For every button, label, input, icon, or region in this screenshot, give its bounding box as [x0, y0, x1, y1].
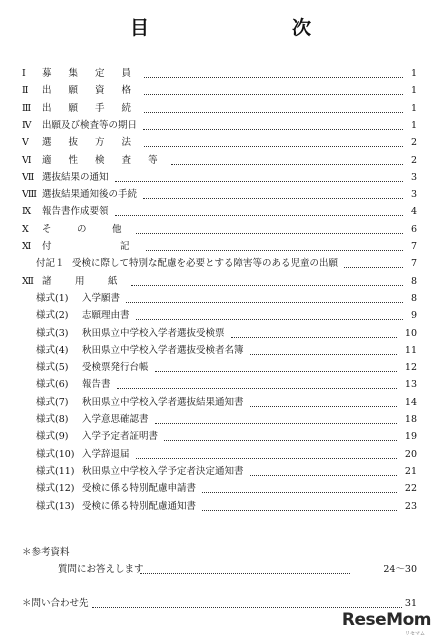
- toc-number: Ⅱ: [22, 85, 29, 97]
- dot-leader: [115, 181, 403, 182]
- toc-page: 22: [404, 483, 417, 495]
- toc-page: 9: [410, 310, 417, 322]
- toc-page: 8: [410, 275, 417, 287]
- dot-leader: [144, 112, 403, 113]
- dot-leader: [136, 458, 397, 459]
- toc-page: 1: [410, 68, 417, 79]
- toc-row: [0, 101, 441, 117]
- toc-row: [0, 412, 441, 428]
- toc-title: 入学願書: [82, 292, 121, 304]
- dot-leader: [144, 77, 403, 78]
- toc-title: 秋田県立中学校入学予定者決定通知書: [82, 465, 244, 477]
- toc-page: 20: [404, 448, 417, 460]
- toc-number: Ⅴ: [22, 137, 29, 149]
- toc-title: 諸 用 紙: [42, 275, 125, 287]
- toc-title: 秋田県立中学校入学者選抜結果通知書: [82, 396, 244, 408]
- toc-title: 出 願 手 続: [42, 102, 139, 114]
- dot-leader: [250, 354, 397, 355]
- toc-title: 選 抜 方 法: [42, 137, 139, 149]
- toc-number: 様式(4): [36, 344, 69, 356]
- toc-title: そ の 他: [42, 223, 130, 235]
- toc-page: 1: [410, 85, 417, 97]
- toc-number: 付記１: [36, 258, 65, 270]
- toc-number: Ⅸ: [22, 206, 32, 218]
- toc-page: 7: [410, 258, 417, 270]
- dot-leader: [146, 250, 403, 251]
- toc-title: 受検に係る特別配慮申請書: [82, 483, 197, 495]
- toc-row: [0, 326, 441, 342]
- toc-number: Ⅷ: [22, 189, 37, 201]
- dot-leader: [171, 164, 403, 165]
- toc-page: 7: [410, 241, 417, 252]
- dot-leader: [136, 233, 403, 234]
- toc-number: Ⅵ: [22, 154, 32, 166]
- reference-item-text: 質問にお答えします: [58, 564, 144, 575]
- dot-leader: [92, 607, 402, 608]
- toc-title: 出 願 資 格: [42, 85, 139, 97]
- toc-number: 様式(12): [36, 483, 75, 495]
- toc-number: 様式(5): [36, 362, 69, 374]
- toc-title: 適 性 検 査 等: [42, 154, 165, 166]
- toc-row: [0, 153, 441, 169]
- dot-leader: [344, 267, 403, 268]
- toc-row: [0, 170, 441, 186]
- dot-leader: [140, 573, 350, 574]
- dot-leader: [155, 423, 397, 424]
- toc-title: 入学予定者証明書: [82, 431, 159, 443]
- toc-row: [0, 256, 441, 272]
- dot-leader: [117, 388, 397, 389]
- dot-leader: [115, 215, 403, 216]
- toc-page: 13: [404, 379, 417, 391]
- toc-row: [0, 291, 441, 307]
- toc-row: [0, 447, 441, 463]
- toc-number: 様式(3): [36, 327, 69, 339]
- toc-row: [0, 239, 441, 255]
- resemom-logo-sub: リセマム: [405, 631, 425, 637]
- dot-leader: [144, 94, 403, 95]
- reference-item-page: 24～30: [383, 564, 417, 575]
- toc-title: 入学辞退届: [82, 448, 130, 460]
- toc-row: [0, 83, 441, 99]
- toc-page: 1: [410, 119, 417, 131]
- toc-row: [0, 222, 441, 238]
- toc-page: 10: [404, 327, 417, 339]
- dot-leader: [126, 302, 403, 303]
- toc-page: 11: [404, 344, 417, 356]
- toc-page: 18: [404, 414, 417, 425]
- toc-title: 秋田県立中学校入学者選抜受検票: [82, 327, 225, 339]
- dot-leader: [143, 129, 403, 130]
- dot-leader: [164, 440, 397, 441]
- toc-title: 選抜結果の通知: [42, 171, 109, 183]
- toc-title: 付 記: [42, 241, 140, 252]
- contact-heading: ＊問い合わせ先: [22, 598, 89, 609]
- toc-row: [0, 187, 441, 203]
- toc-row: [0, 499, 441, 515]
- reference-heading: ＊参考資料: [22, 547, 70, 558]
- toc-number: 様式(2): [36, 310, 69, 322]
- toc-page: 23: [404, 500, 417, 512]
- toc-row: [0, 66, 441, 82]
- contact-page: 31: [404, 598, 417, 609]
- toc-number: Ⅶ: [22, 171, 35, 183]
- dot-leader: [143, 198, 403, 199]
- toc-title: 受検票発行台帳: [82, 362, 149, 374]
- toc-row: [0, 135, 441, 151]
- toc-number: Ⅲ: [22, 102, 32, 114]
- toc-page: 3: [410, 171, 417, 183]
- toc-number: 様式(1): [36, 292, 69, 304]
- toc-number: Ⅺ: [22, 241, 32, 252]
- toc-title: 選抜結果通知後の手続: [42, 189, 138, 201]
- dot-leader: [202, 510, 397, 511]
- reference-item: [0, 562, 441, 578]
- dot-leader: [144, 146, 403, 147]
- toc-row: [0, 118, 441, 134]
- toc-title: 入学意思確認書: [82, 414, 149, 425]
- toc-title: 募 集 定 員: [42, 68, 139, 79]
- toc-title: 秋田県立中学校入学者選抜受検者名簿: [82, 344, 244, 356]
- toc-row: [0, 481, 441, 497]
- toc-number: Ⅹ: [22, 223, 29, 235]
- toc-number: 様式(13): [36, 500, 75, 512]
- dot-leader: [250, 475, 397, 476]
- toc-title: 出願及び検査等の期日: [42, 119, 138, 131]
- toc-number: 様式(7): [36, 396, 69, 408]
- page-title: 目 次: [129, 17, 373, 39]
- toc-page: 6: [410, 223, 417, 235]
- toc-title: 受検に係る特別配慮通知書: [82, 500, 197, 512]
- toc-number: 様式(10): [36, 448, 75, 460]
- toc-page: 2: [410, 154, 417, 166]
- toc-page: 21: [404, 465, 417, 477]
- toc-page: 2: [410, 137, 417, 149]
- toc-title: 受検に際して特別な配慮を必要とする障害等のある児童の出願: [72, 258, 339, 270]
- resemom-logo: ReseMom: [341, 610, 431, 630]
- toc-page: 19: [404, 431, 417, 443]
- toc-number: Ⅰ: [22, 68, 26, 79]
- dot-leader: [136, 319, 403, 320]
- dot-leader: [155, 371, 397, 372]
- toc-page: 14: [404, 396, 417, 408]
- toc-page: 4: [410, 206, 417, 218]
- toc-page: 8: [410, 292, 417, 304]
- toc-number: 様式(6): [36, 379, 69, 391]
- dot-leader: [231, 337, 397, 338]
- toc-page: 3: [410, 189, 417, 201]
- dot-leader: [250, 406, 397, 407]
- toc-row: [0, 429, 441, 445]
- toc-number: 様式(8): [36, 414, 69, 425]
- toc-number: 様式(9): [36, 431, 69, 443]
- toc-number: Ⅻ: [22, 275, 34, 287]
- toc-row: [0, 377, 441, 393]
- toc-number: 様式(11): [36, 465, 75, 477]
- toc-title: 報告書作成要領: [42, 206, 109, 218]
- toc-row: [0, 274, 441, 290]
- toc-title: 志願理由書: [82, 310, 130, 322]
- dot-leader: [131, 285, 403, 286]
- toc-number: Ⅳ: [22, 119, 32, 131]
- toc-row: [0, 395, 441, 411]
- toc-page: 1: [410, 102, 417, 114]
- toc-row: [0, 308, 441, 324]
- dot-leader: [202, 492, 397, 493]
- toc-row: [0, 204, 441, 220]
- toc-page: 12: [404, 362, 417, 374]
- toc-row: [0, 464, 441, 480]
- toc-title: 報告書: [82, 379, 111, 391]
- toc-row: [0, 343, 441, 359]
- toc-row: [0, 360, 441, 376]
